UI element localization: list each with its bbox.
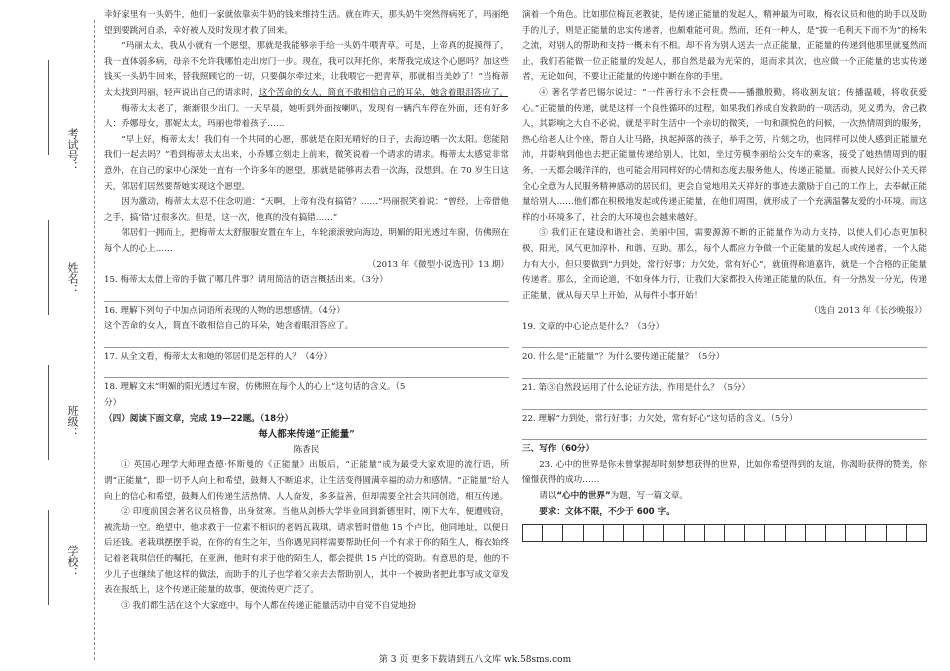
article-title: 每人都来传递“正能量”	[258, 429, 355, 441]
name-line	[48, 220, 49, 315]
school-line	[48, 510, 49, 605]
question-20: 20. 什么是“正能量”？为什么要传递正能量？（5分）	[522, 352, 725, 363]
question-18-score: 分）	[104, 398, 122, 409]
writing-instruction: 请以“心中的世界”为题，写一篇文章。	[539, 491, 689, 502]
story-paragraph: 幸好家里有一头奶牛，他们一家就依靠卖牛奶的钱来维持生活。就在昨天，那头奶牛突然得病死了，玛丽绝望到要跳河自杀，幸好被人及时发现才救了回来。	[104, 10, 509, 36]
article-paragraph: ④ 著名学者巴锡尔说过：“一件善行永不会枉费——播撒殷勤，将收割友谊；传播温暖，将收获爱心。”正能量的传递，就是这样一个良性循环的过程，如果我们养成自发救助的一项活动，见义勇为，舍己救人，其影响之大自不必说，就是平时生活中一个亲切的微笑，一句和颜悦色的问候，一次热情周到的服务，热心给老人让个座，帮自人让马路，执起掉落的孩子，举手之劳，片刻之功，也同样可以使人感到正能量充沛，并影响到他也去把正能量传递给别人，比如，坐过劳模李丽给公交车的乘客，接受了她热情周到的服务，一天都会暖洋洋的，也可能会用同样好的心情和态度去服务他人，传递正能量。而被人民好公仆关天祥全心全意为人民服务精神感动的居民们，更会自觉地用关天祥好的事迹去激励于自己的工作上，去奉献正能量给别人……他们都在积极地发起或传递正能量，在他们周围，就形成了一个充满温馨友爱的小环境。而这样的小环境多了，社会的大环境也会越来越好。	[522, 87, 927, 223]
question-16-sentence: 这个苦命的女人，简直不敢相信自己的耳朵，她含着眼泪答应了。	[104, 321, 354, 332]
answer-line[interactable]	[104, 336, 509, 348]
class-label: 班级：	[66, 405, 79, 438]
seal-line	[94, 20, 95, 660]
article-paragraph: ① 英国心理学大师理查德·怀斯曼的《正能量》出版后，“正能量”成为最受大家欢迎的流行语，所谓“正能量”，即一切予人向上和希望，鼓舞人不断追求，让生活变得圆满幸福的动力和感情。“正能量”给人向上的信心和希望，鼓舞人们传递生活热情、人人奋发，多多益善，但却需要全社会共同创造，相互传递。	[104, 460, 509, 502]
exam-page	[104, 8, 944, 648]
answer-line[interactable]	[522, 428, 927, 440]
writing-prompt: 23. 心中的世界是你未曾掌握却时刻梦想获得的世界，比如你希望得到的友谊，你渴盼获得的赞美，你憧憬获得的成功……	[522, 459, 927, 486]
right-column	[522, 8, 927, 542]
class-line	[48, 365, 49, 460]
answer-line[interactable]	[104, 366, 509, 378]
question-15: 15. 梅蒂太太借上帝的手做了哪几件事？请用简洁的语言概括出来。（3分）	[104, 275, 388, 286]
story-paragraph: “早上好，梅蒂太太！我们有一个共同的心愿，那就是在阳光晴好的日子，去海边晒一次太阳。您能陪我们一起去吗？”看到梅蒂太太出来，小乔娜立刻走上前来，微笑说着一个请求的请求。梅蒂太太感觉非常意外，在自己的家中心深处一直有一个许多年的愿望，那就是能够再去看一次海，没想到。在 70 岁生日这天，邻居们居然要帮她实现这个愿望。	[104, 134, 509, 192]
school-label: 学校：	[66, 545, 79, 578]
story-paragraph: 邻居们一拥而上，把梅蒂太太舒服服安置在车上，车轮滚滚驶向海边，明媚的阳光透过车窗，仿佛照在每个人的心上……	[104, 228, 509, 254]
name-label: 姓名：	[66, 262, 79, 295]
left-column	[104, 8, 509, 614]
answer-line[interactable]	[522, 398, 927, 410]
article-paragraph: ② 印度前国会著名议员格鲁，出身贫寒。当他从剑桥大学毕业回到新德里时，刚下大车，便遭贱窃，被洗劫一空。绝望中，他求救于一位素不相识的老妈瓦栽琪，请求暂时借他 15 个卢比，他同地址，以便日后还钱。老栽琪摆摆手说，在你的有生之年，当你遇见同样需要帮助任何一个有求于你的陌生人，梅衣始终记着老栽琪信任的嘱托，在亚洲，他时有求于他的陌生人，都会提供 15 卢比的资助。有意思的是，他的不少儿子也继续了他这样的做法，而助手的儿子也学着父亲去去帮助别人，其中一个被助者把此事写成文章发表在报纸上，这个传递正能量的故事，便流传更广泛了。	[104, 507, 509, 596]
binding-margin	[0, 0, 100, 671]
writing-requirement: 要求：文体不限，不少于 600 字。	[539, 506, 675, 517]
section-4-heading: （四）阅读下面文章，完成 19—22题。（18分）	[104, 413, 294, 424]
exam-no-line	[48, 60, 49, 155]
question-18: 18. 理解文末“明媚的阳光透过车窗，仿佛照在每个人的心上”这句话的含义。（5	[104, 382, 406, 393]
question-19: 19. 文章的中心论点是什么？（3分）	[522, 321, 665, 332]
article-paragraph: ⑤ 我们正在建设和谐社会、美丽中国，需要源源不断的正能量作为动力支持，以使人们心态更加积极，阳光，风气更加淳朴、和谐、互助。那么，每个人都应力争做一个正能量的发起人或传递者，一个人能力有大小，但只要做到“力到处，常行好事；力欠处，常有好心”，就值得称道嘉许，就是一个合格的正能量传递者。那么，全而论道，不如身体力行，让我们大家都投入传递正能量的队伍，有一分热发一分光，传递正能量，就从每天早上开始，从每件小事开始！	[522, 228, 927, 301]
story-source: （2013 年《微型小说选刊》13 期）	[367, 259, 509, 270]
exam-no-label: 考试号：	[66, 128, 79, 172]
article-source: （选自 2013 年《长沙晚报》）	[809, 306, 927, 317]
question-17: 17. 从全文看，梅蒂太太和她的邻居们是怎样的人？（4分）	[104, 351, 333, 362]
question-21: 21. 第③自然段运用了什么论证方法，作用是什么？（5分）	[522, 383, 751, 394]
writing-grid[interactable]	[522, 524, 927, 542]
story-paragraph: “玛丽太太，我从小就有一个愿望，那就是我能够亲手给一头奶牛喂青草。可是，上帝真的捉摸得了，我一直体弱多病，母亲不允许我哪怕走出房门一步。现在，我可以拜托你，来帮我完成这个心愿吗？加这些钱买一头奶牛回来，替我照顾它的一切，只要偶尔牵过来，让我喂它一把青草，那就相当美妙了！”当梅蒂太太找到玛丽，轻声说出自己的请求时，这个苦命的女人，简直不敢相信自己的耳朵，她含着眼泪答应了。	[104, 41, 509, 98]
page-footer: 第 3 页 更多下载请到五八文库 wk.58sms.com	[378, 655, 572, 665]
story-paragraph: 梅蒂太太老了，渐渐很少出门。一天早晨，她听到外面按喇叭，发现有一辆汽车停在外面，还有好多人：乔娜母女，那妮太太，玛丽也带着孩子……	[104, 103, 509, 130]
article-paragraph: 演着一个角色。比如那位梅瓦老教徒，是传递正能量的发起人，精神最为可取，梅衣议员和他的助手以及助手的儿子，则是正能量的忠实传递者，也颇难能可贵。然而，还有一种人，是“拔一毛利天下而不为”的杨朱之流，对别人的帮助和支持一概未有不相。却不肯为别人送去一点正能量，正能量的传递到他那里就戛然而止，我们若能做一位正能量的发起人，那自然是最为光荣的，退而求其次，也应做一个正能量的忠实传递者，无论如何，不要让正能量的传递中断在你的手里。	[522, 10, 927, 83]
section-3-heading: 三、写作（60分）	[522, 444, 595, 455]
article-author: 陈香民	[293, 444, 320, 455]
question-22: 22. 理解“力到处，常行好事；力欠处，常有好心”这句话的含义。（5分）	[522, 413, 798, 424]
underlined-sentence: 这个苦命的女人，简直不敢相信自己的耳朵，她含着眼泪答应了。	[258, 87, 508, 98]
article-paragraph: ③ 我们都生活在这个大家庭中，每个人都在传递正能量活动中自觉不自觉地扮	[121, 600, 417, 611]
story-paragraph: 因为激动，梅蒂太太忍不住念叨道：“天啊，上帝有没有搞错？……”玛丽抿笑着说：“曾经，上帝借他之手，搞‘错’过很多次。但是，这一次，他真的没有搞错……”	[104, 197, 509, 223]
question-16: 16. 理解下列句子中加点词语所表现的人物的思想感情。（4分）	[104, 305, 346, 316]
answer-line[interactable]	[522, 367, 927, 379]
answer-line[interactable]	[522, 336, 927, 348]
answer-line[interactable]	[104, 290, 509, 302]
